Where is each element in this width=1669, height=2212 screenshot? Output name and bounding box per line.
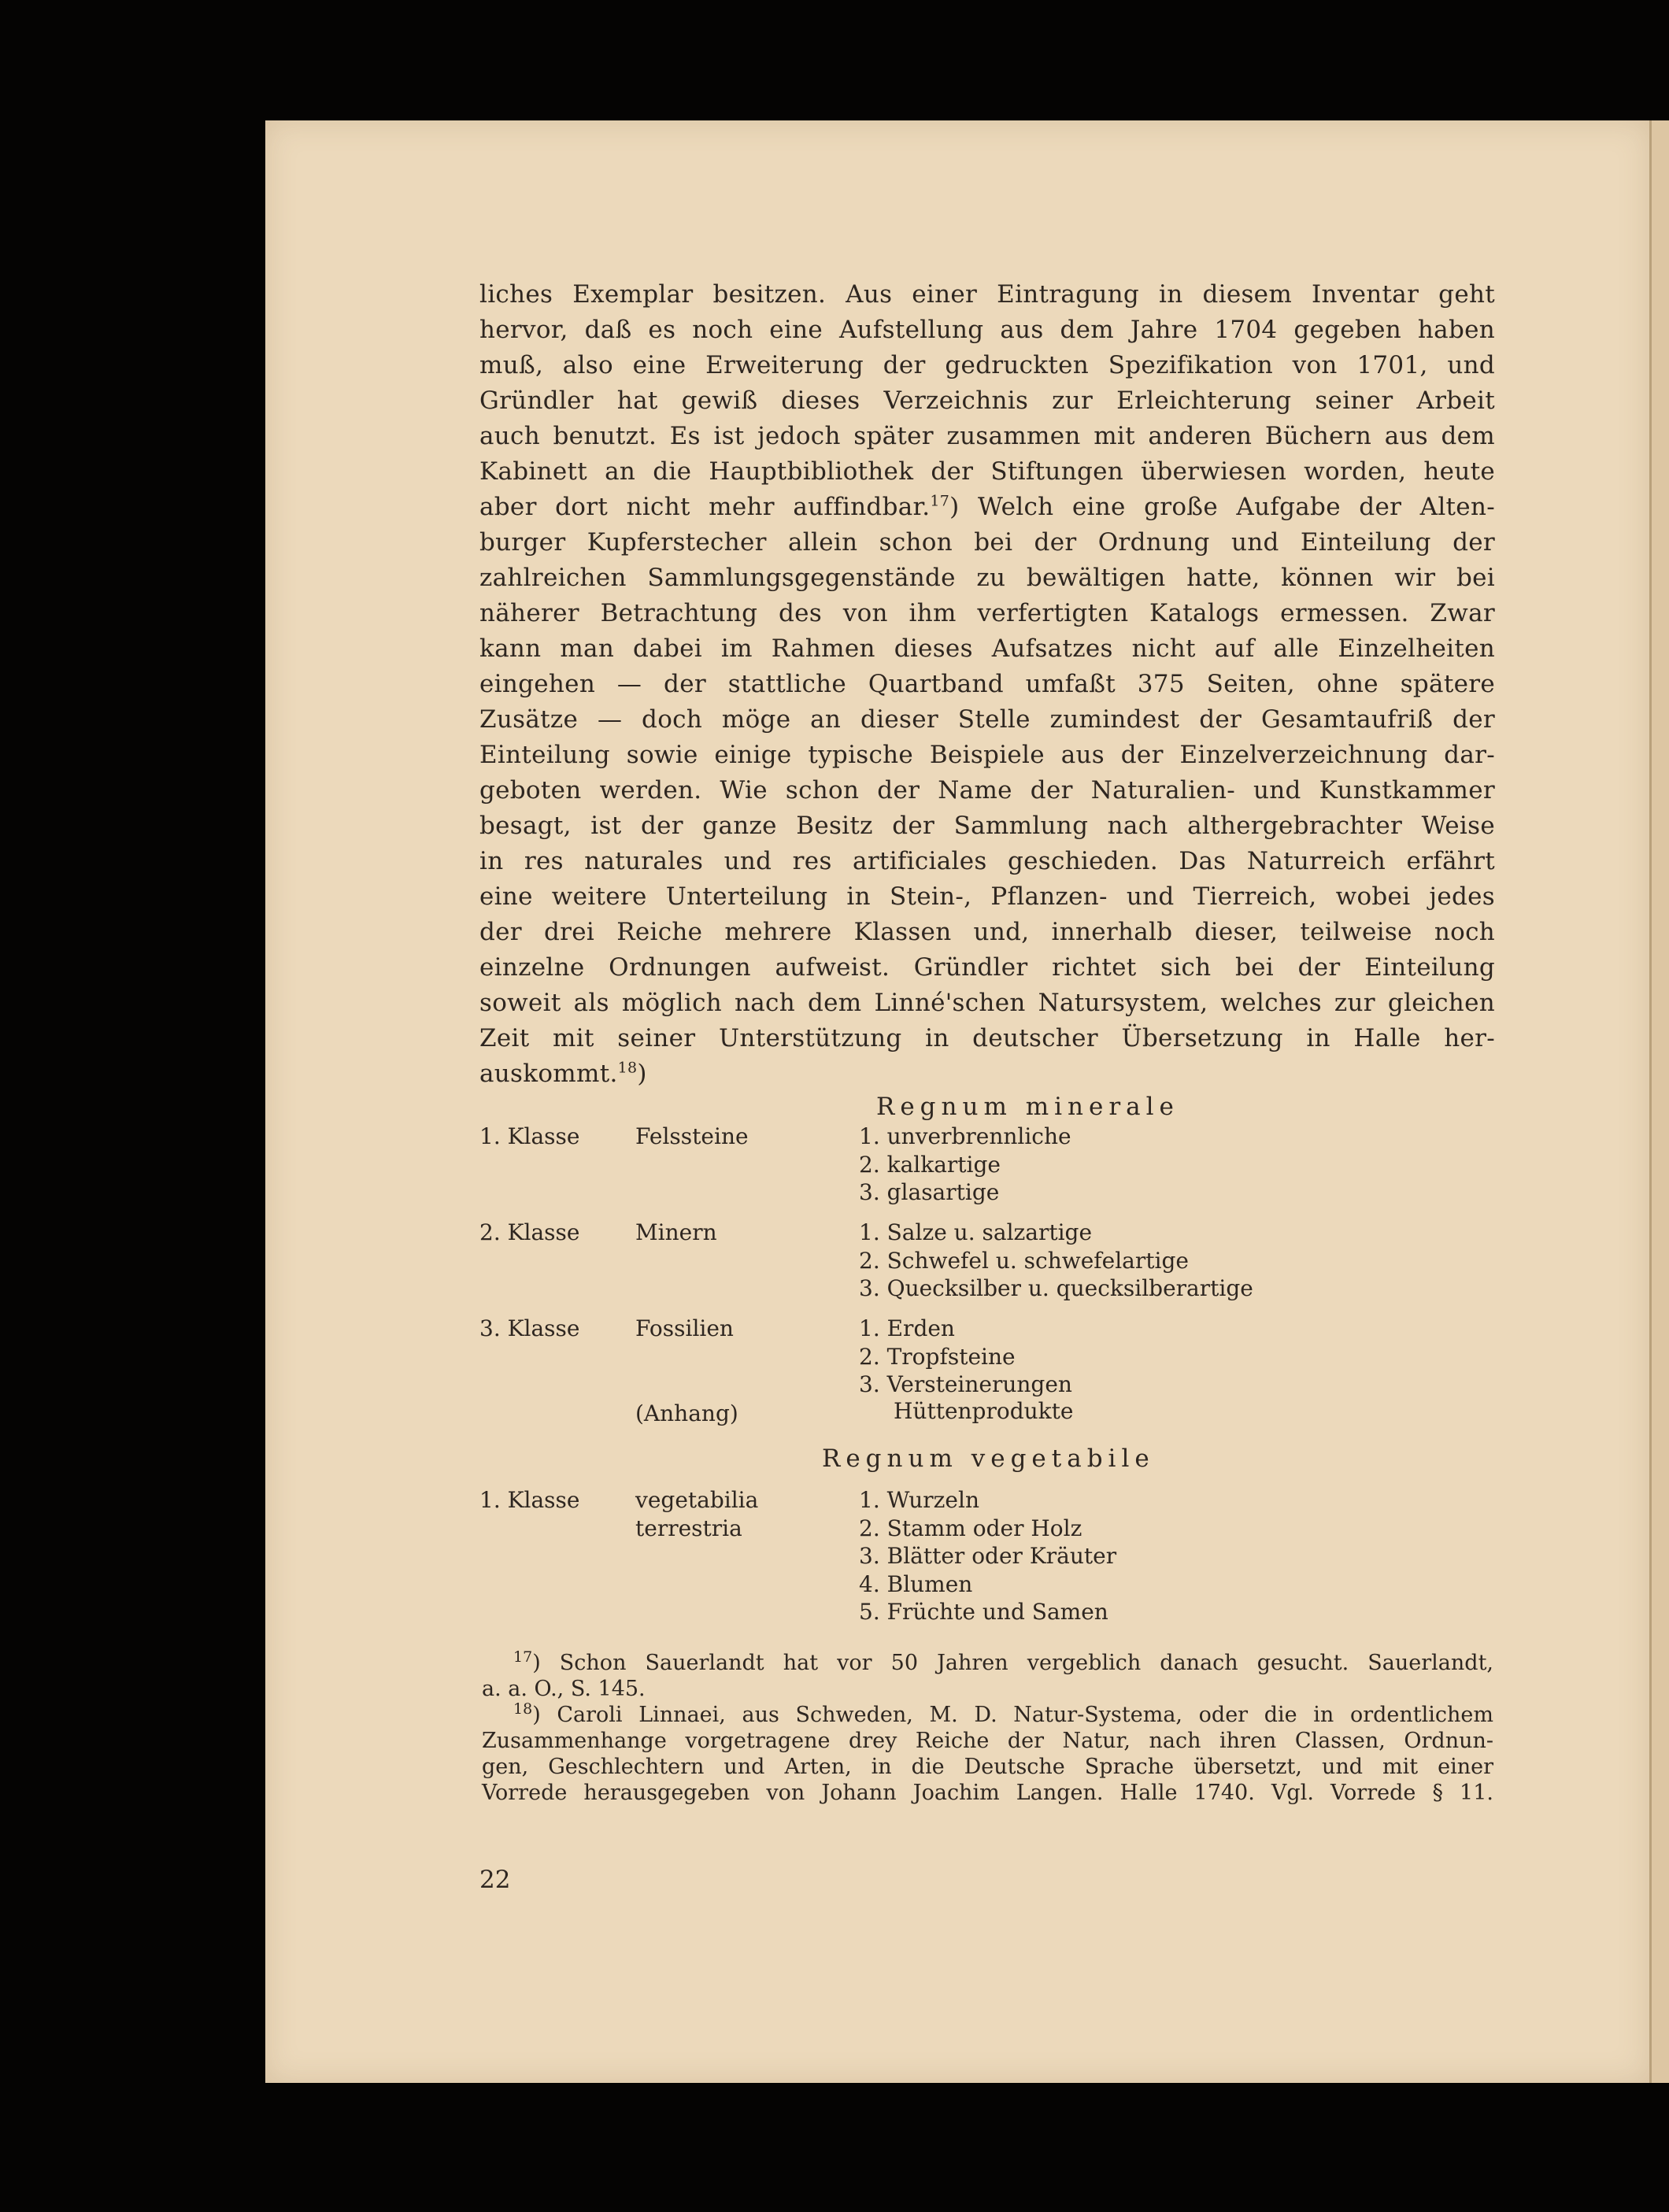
order-item: 1. Erden — [859, 1315, 955, 1341]
class-label: 2. Klasse — [479, 1219, 580, 1245]
class-name: vegetabilia — [635, 1487, 759, 1513]
footnote-text: ) Schon Sauerlandt hat vor 50 Jahren vergeblich danach gesucht. Sauerlandt, — [532, 1651, 1493, 1675]
text-line: Einteilung sowie einige typische Beispiele aus der Einzelverzeichnung dar- — [479, 741, 1495, 769]
order-item: 3. Versteinerungen — [859, 1371, 1072, 1397]
text-fragment: ) Welch eine große Aufgabe der Alten- — [949, 493, 1495, 521]
order-item: Hüttenprodukte — [894, 1398, 1074, 1424]
text-line: einzelne Ordnungen aufweist. Gründler richtet sich bei der Einteilung — [479, 953, 1495, 982]
footnote-mark: 18 — [513, 1700, 533, 1718]
text-fragment: auskommt. — [479, 1060, 618, 1088]
text-line — [479, 1056, 1495, 1092]
class-label: 1. Klasse — [479, 1123, 580, 1149]
order-item: 1. unverbrennliche — [859, 1123, 1071, 1149]
text-line: näherer Betrachtung des von ihm verfertigten Katalogs ermessen. Zwar — [479, 599, 1495, 627]
order-item: 1. Wurzeln — [859, 1487, 979, 1513]
footnote-mark: 17 — [513, 1648, 533, 1666]
footnote-line: Vorrede herausgegeben von Johann Joachim Langen. Halle 1740. Vgl. Vorrede § 11. — [482, 1781, 1493, 1805]
class-label: 1. Klasse — [479, 1487, 580, 1513]
text-line: eine weitere Unterteilung in Stein-, Pflanzen- und Tierreich, wobei jedes — [479, 882, 1495, 911]
regnum-vegetabile-heading: Regnum vegetabile — [822, 1444, 1155, 1473]
text-line: muß, also eine Erweiterung der gedruckten Spezifikation von 1701, und — [479, 351, 1495, 379]
text-fragment: ) — [637, 1060, 647, 1088]
text-line: soweit als möglich nach dem Linné'schen Natursystem, welches zur gleichen — [479, 989, 1495, 1017]
text-line: Kabinett an die Hauptbibliothek der Stiftungen überwiesen worden, heute — [479, 457, 1495, 486]
order-item: 3. Blätter oder Kräuter — [859, 1543, 1117, 1569]
text-line: auch benutzt. Es ist jedoch später zusammen mit anderen Büchern aus dem — [479, 422, 1495, 450]
order-item: 2. Tropfsteine — [859, 1344, 1016, 1370]
footnote-ref-17: 17 — [930, 492, 950, 510]
text-line: Gründler hat gewiß dieses Verzeichnis zur Erleichterung seiner Arbeit — [479, 387, 1495, 415]
text-line: in res naturales und res artificiales geschieden. Das Naturreich erfährt — [479, 847, 1495, 875]
footnote-ref-18: 18 — [617, 1059, 638, 1077]
footnote-line: gen, Geschlechtern und Arten, in die Deutsche Sprache übersetzt, und mit einer — [482, 1755, 1493, 1779]
class-name: Fossilien — [635, 1315, 734, 1341]
footnotes — [482, 1650, 1493, 1806]
text-line: hervor, daß es noch eine Aufstellung aus dem Jahre 1704 gegeben haben — [479, 316, 1495, 344]
text-line: besagt, ist der ganze Besitz der Sammlung nach althergebrachter Weise — [479, 812, 1495, 840]
order-item: 3. glasartige — [859, 1179, 1000, 1205]
text-line: eingehen — der stattliche Quartband umfaßt 375 Seiten, ohne spätere — [479, 670, 1495, 698]
text-line: liches Exemplar besitzen. Aus einer Eintragung in diesem Inventar geht — [479, 280, 1495, 309]
footnote-line: Zusammenhange vorgetragene drey Reiche der Natur, nach ihren Classen, Ordnun- — [482, 1729, 1493, 1753]
text-line: der drei Reiche mehrere Klassen und, innerhalb dieser, teilweise noch — [479, 918, 1495, 946]
class-name: Minern — [635, 1219, 717, 1245]
order-item: 4. Blumen — [859, 1571, 973, 1597]
footnote-line: a. a. O., S. 145. — [482, 1677, 646, 1701]
body-paragraph — [479, 277, 1495, 1092]
text-line: Zusätze — doch möge an dieser Stelle zumindest der Gesamtaufriß der — [479, 705, 1495, 734]
order-item: 3. Quecksilber u. quecksilberartige — [859, 1275, 1253, 1301]
footnote-18 — [482, 1702, 1493, 1728]
page-number: 22 — [479, 1866, 511, 1894]
text-line: zahlreichen Sammlungsgegenstände zu bewältigen hatte, können wir bei — [479, 564, 1495, 592]
text-fragment: aber dort nicht mehr auffindbar. — [479, 493, 931, 521]
text-line: burger Kupferstecher allein schon bei der Ordnung und Einteilung der — [479, 528, 1495, 557]
footnote-text: ) Caroli Linnaei, aus Schweden, M. D. Natur-Systema, oder die in ordentlichem — [532, 1703, 1493, 1727]
class-label: 3. Klasse — [479, 1315, 580, 1341]
order-item: 2. kalkartige — [859, 1152, 1001, 1178]
order-item: 2. Schwefel u. schwefelartige — [859, 1248, 1189, 1274]
footnote-17 — [482, 1650, 1493, 1676]
text-line: kann man dabei im Rahmen dieses Aufsatzes nicht auf alle Einzelheiten — [479, 634, 1495, 663]
order-item: 2. Stamm oder Holz — [859, 1515, 1082, 1541]
facing-page-edge — [1649, 120, 1669, 2083]
appendix-label: (Anhang) — [635, 1400, 738, 1426]
class-name: Felssteine — [635, 1123, 749, 1149]
text-line: geboten werden. Wie schon der Name der Naturalien- und Kunstkammer — [479, 776, 1495, 805]
class-name: terrestria — [635, 1515, 742, 1541]
order-item: 5. Früchte und Samen — [859, 1599, 1108, 1625]
text-line — [479, 490, 1495, 525]
text-line: Zeit mit seiner Unterstützung in deutscher Übersetzung in Halle her- — [479, 1024, 1495, 1052]
regnum-minerale-heading: Regnum minerale — [876, 1093, 1179, 1121]
order-item: 1. Salze u. salzartige — [859, 1219, 1093, 1245]
